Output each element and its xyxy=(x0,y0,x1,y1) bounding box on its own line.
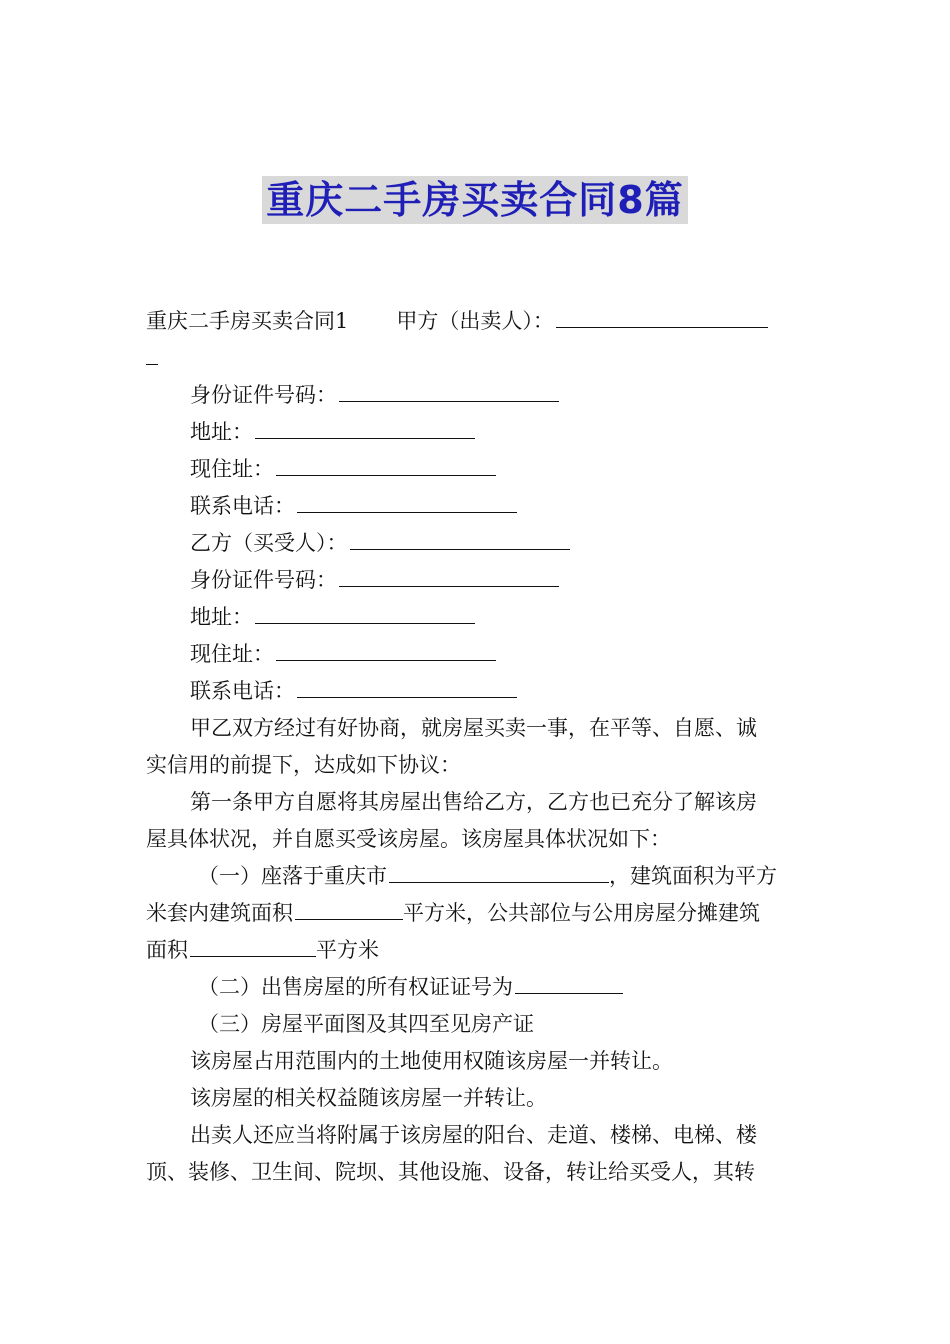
party-a-phone-line xyxy=(146,488,808,525)
party-a-phone-label: 联系电话： xyxy=(190,494,295,518)
party-a-address-label: 地址： xyxy=(190,420,253,444)
party-b-address-label: 地址： xyxy=(190,605,253,629)
party-b-current-address-blank xyxy=(276,638,496,661)
item-1-line-3 xyxy=(146,932,808,969)
party-b-blank xyxy=(350,527,570,550)
party-a-line xyxy=(146,303,808,340)
party-a-address-blank xyxy=(255,416,475,439)
seller-line-2: 顶、装修、卫生间、院坝、其他设施、设备，转让给买受人，其转 xyxy=(146,1160,755,1184)
party-a-label: 甲方（出卖人）： xyxy=(396,309,554,333)
party-b-address-blank xyxy=(255,601,475,624)
item-1-shared-area-label: 面积 xyxy=(146,938,188,962)
intro-line-1: 甲乙双方经过有好协商，就房屋买卖一事，在平等、自愿、诚 xyxy=(190,716,757,740)
item-1-shared-label: 平方米，公共部位与公用房屋分摊建筑 xyxy=(403,901,760,925)
party-a-current-address-line xyxy=(146,451,808,488)
party-b-label: 乙方（买受人）： xyxy=(190,531,348,555)
party-b-id-line xyxy=(146,562,808,599)
intro-line-2: 实信用的前提下，达成如下协议： xyxy=(146,753,461,777)
party-b-phone-line xyxy=(146,673,808,710)
party-a-phone-blank xyxy=(297,490,517,513)
contract-body xyxy=(146,303,808,1191)
item-3-line: （三）房屋平面图及其四至见房产证 xyxy=(198,1012,534,1036)
party-b-id-blank xyxy=(339,564,559,587)
item-1-line-2 xyxy=(146,895,808,932)
item-2-blank xyxy=(515,971,623,994)
article-1-line-2: 屋具体状况，并自愿买受该房屋。该房屋具体状况如下： xyxy=(146,827,671,851)
item-2-label: （二）出售房屋的所有权证证号为 xyxy=(198,975,513,999)
title-area xyxy=(0,176,950,224)
party-b-current-address-line xyxy=(146,636,808,673)
party-b-address-line xyxy=(146,599,808,636)
contract-heading: 重庆二手房买卖合同1 xyxy=(146,309,349,333)
party-b-phone-label: 联系电话： xyxy=(190,679,295,703)
party-a-blank xyxy=(556,305,768,328)
item-1-location-label: （一）座落于重庆市 xyxy=(198,864,387,888)
party-a-blank-tail xyxy=(146,342,158,365)
party-b-phone-blank xyxy=(297,675,517,698)
party-a-current-address-blank xyxy=(276,453,496,476)
party-a-id-line xyxy=(146,377,808,414)
item-1-unit: 平方米 xyxy=(316,938,379,962)
party-a-id-label: 身份证件号码： xyxy=(190,383,337,407)
land-use-line: 该房屋占用范围内的土地使用权随该房屋一并转让。 xyxy=(190,1049,673,1073)
party-b-id-label: 身份证件号码： xyxy=(190,568,337,592)
party-a-current-address-label: 现住址： xyxy=(190,457,274,481)
item-2-line xyxy=(146,969,808,1006)
party-a-blank-wrap xyxy=(146,340,808,377)
item-1-area-label: ，建筑面积为平方 xyxy=(609,864,777,888)
item-1-inner-area-label: 米套内建筑面积 xyxy=(146,901,293,925)
rights-line: 该房屋的相关权益随该房屋一并转让。 xyxy=(190,1086,547,1110)
item-1-inner-area-blank xyxy=(295,897,403,920)
party-b-current-address-label: 现住址： xyxy=(190,642,274,666)
party-b-line xyxy=(146,525,808,562)
party-a-id-blank xyxy=(339,379,559,402)
party-a-address-line xyxy=(146,414,808,451)
item-1-location-blank xyxy=(389,860,609,883)
seller-line-1: 出卖人还应当将附属于该房屋的阳台、走道、楼梯、电梯、楼 xyxy=(190,1123,757,1147)
document-title: 重庆二手房买卖合同8篇 xyxy=(262,176,687,224)
item-1-line-1 xyxy=(146,858,808,895)
article-1-line-1: 第一条甲方自愿将其房屋出售给乙方，乙方也已充分了解该房 xyxy=(190,790,757,814)
item-1-shared-area-blank xyxy=(190,934,316,957)
